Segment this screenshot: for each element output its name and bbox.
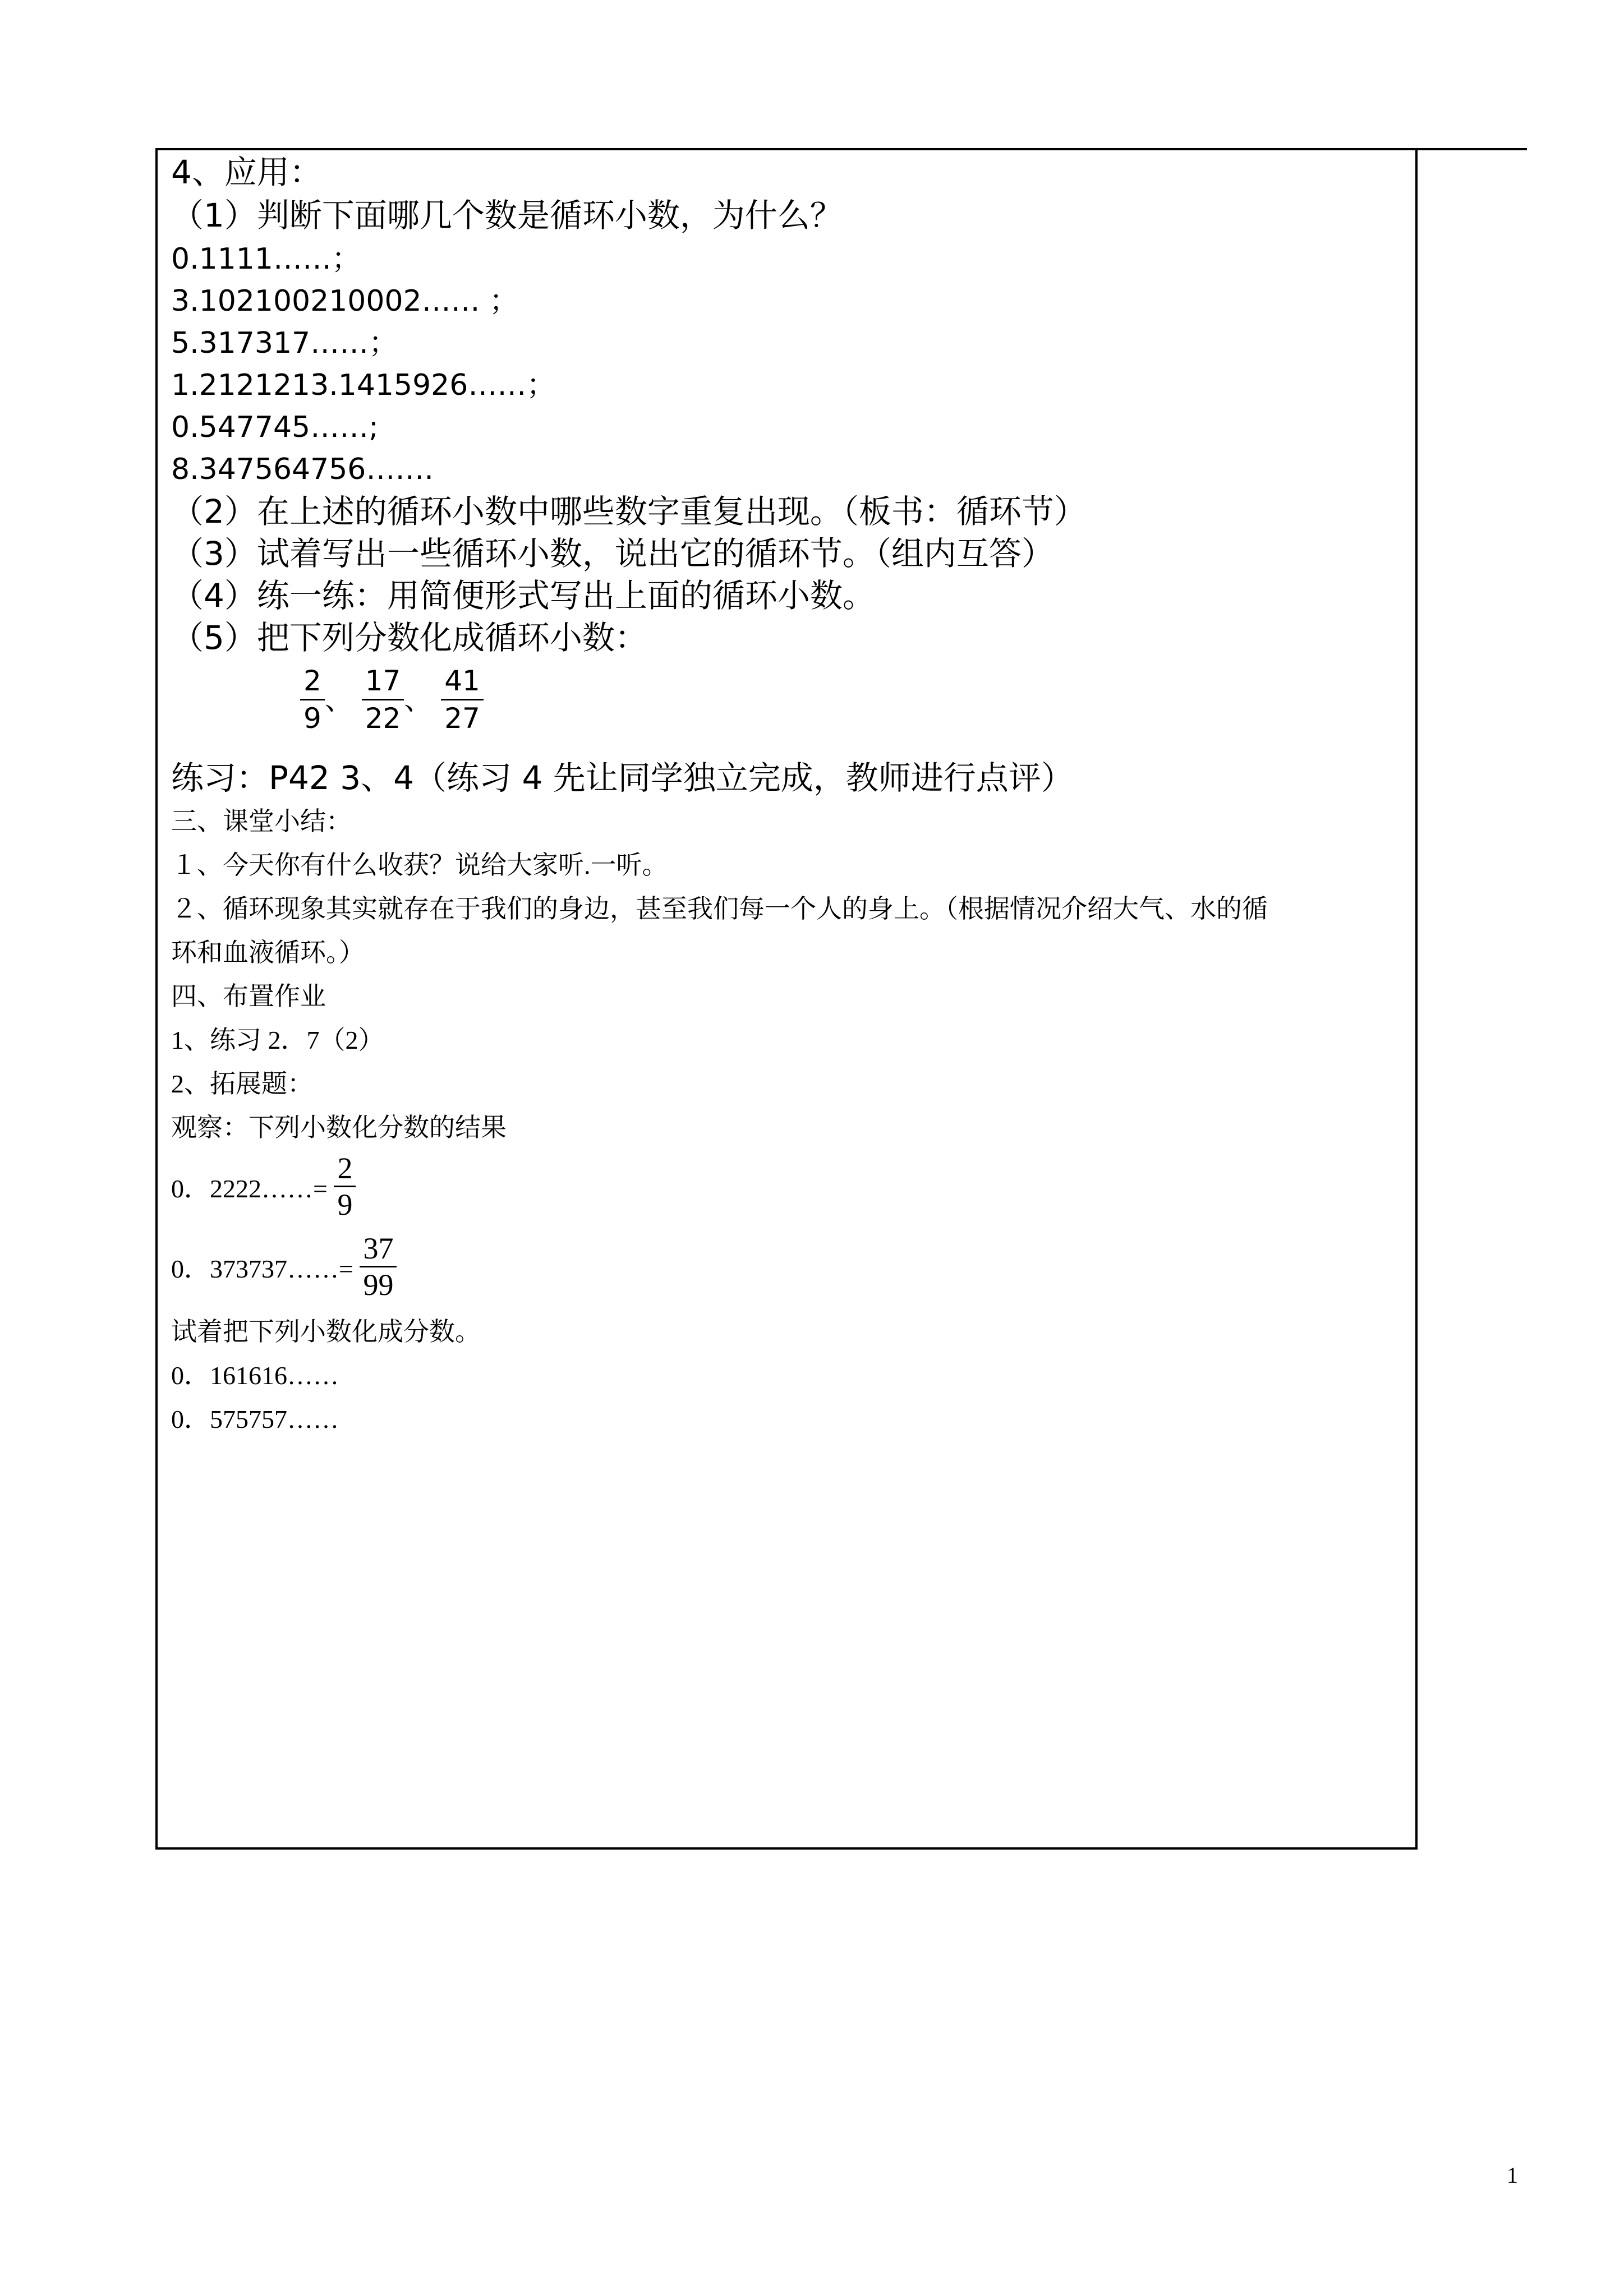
fraction [360, 1231, 397, 1302]
number-item: 3.102100210002…… ； [171, 284, 519, 318]
number-item: 1.2121213.1415926……； [171, 368, 556, 402]
summary-item: １、今天你有什么收获？说给大家听.一听。 [171, 851, 668, 879]
fraction [441, 663, 484, 736]
number-item: 0.1111……； [171, 242, 361, 276]
separator: 、 [324, 683, 353, 716]
observe-line: 观察：下列小数化分数的结果 [171, 1113, 507, 1142]
section-heading: 4、应用： [171, 153, 322, 191]
question-5: （5）把下列分数化成循环小数： [171, 619, 647, 657]
fraction [334, 1151, 356, 1222]
separator: 、 [404, 683, 433, 716]
fraction-list [300, 663, 484, 736]
summary-item: ２、循环现象其实就存在于我们的身边，甚至我们每一个人的身上。（根据情况介绍大气、水的循 [171, 895, 1268, 923]
task-item: 0．161616…… [171, 1361, 339, 1390]
summary-item-continued: 环和血液循环。） [171, 938, 365, 967]
denominator: 27 [444, 702, 480, 735]
numerator: 37 [360, 1231, 397, 1267]
numerator: 17 [362, 663, 404, 700]
page-number: 1 [1507, 2163, 1518, 2188]
question-3: （3）试着写出一些循环小数，说出它的循环节。（组内互答） [171, 534, 1054, 573]
example-lhs: 0．373737……= [171, 1254, 353, 1283]
denominator: 22 [365, 702, 401, 735]
fraction [362, 663, 404, 736]
try-line: 试着把下列小数化成分数。 [171, 1317, 481, 1346]
homework-heading: 四、布置作业 [171, 982, 326, 1011]
denominator: 9 [337, 1188, 353, 1221]
question-1: （1）判断下面哪几个数是循环小数，为什么？ [171, 196, 843, 234]
example-2 [171, 1231, 397, 1302]
numerator: 2 [334, 1151, 356, 1187]
question-2: （2）在上述的循环小数中哪些数字重复出现。（板书：循环节） [171, 492, 1087, 531]
exercise-line: 练习：P42 3、4（练习 4 先让同学独立完成，教师进行点评） [171, 759, 1074, 797]
number-item: 0.547745……; [171, 411, 379, 444]
fraction [300, 663, 325, 736]
numerator: 41 [441, 663, 484, 700]
summary-heading: 三、课堂小结： [171, 807, 352, 836]
number-item: 5.317317……； [171, 326, 398, 360]
homework-item: 1、练习 2．7（2） [171, 1026, 384, 1054]
question-4: （4）练一练：用简便形式写出上面的循环小数。 [171, 577, 875, 615]
homework-item: 2、拓展题： [171, 1069, 313, 1098]
example-1 [171, 1151, 356, 1222]
number-item: 8.347564756……. [171, 453, 434, 486]
task-item: 0．575757…… [171, 1405, 339, 1433]
numerator: 2 [300, 663, 325, 700]
denominator: 9 [303, 702, 321, 735]
example-lhs: 0．2222……= [171, 1174, 328, 1203]
denominator: 99 [363, 1268, 394, 1302]
